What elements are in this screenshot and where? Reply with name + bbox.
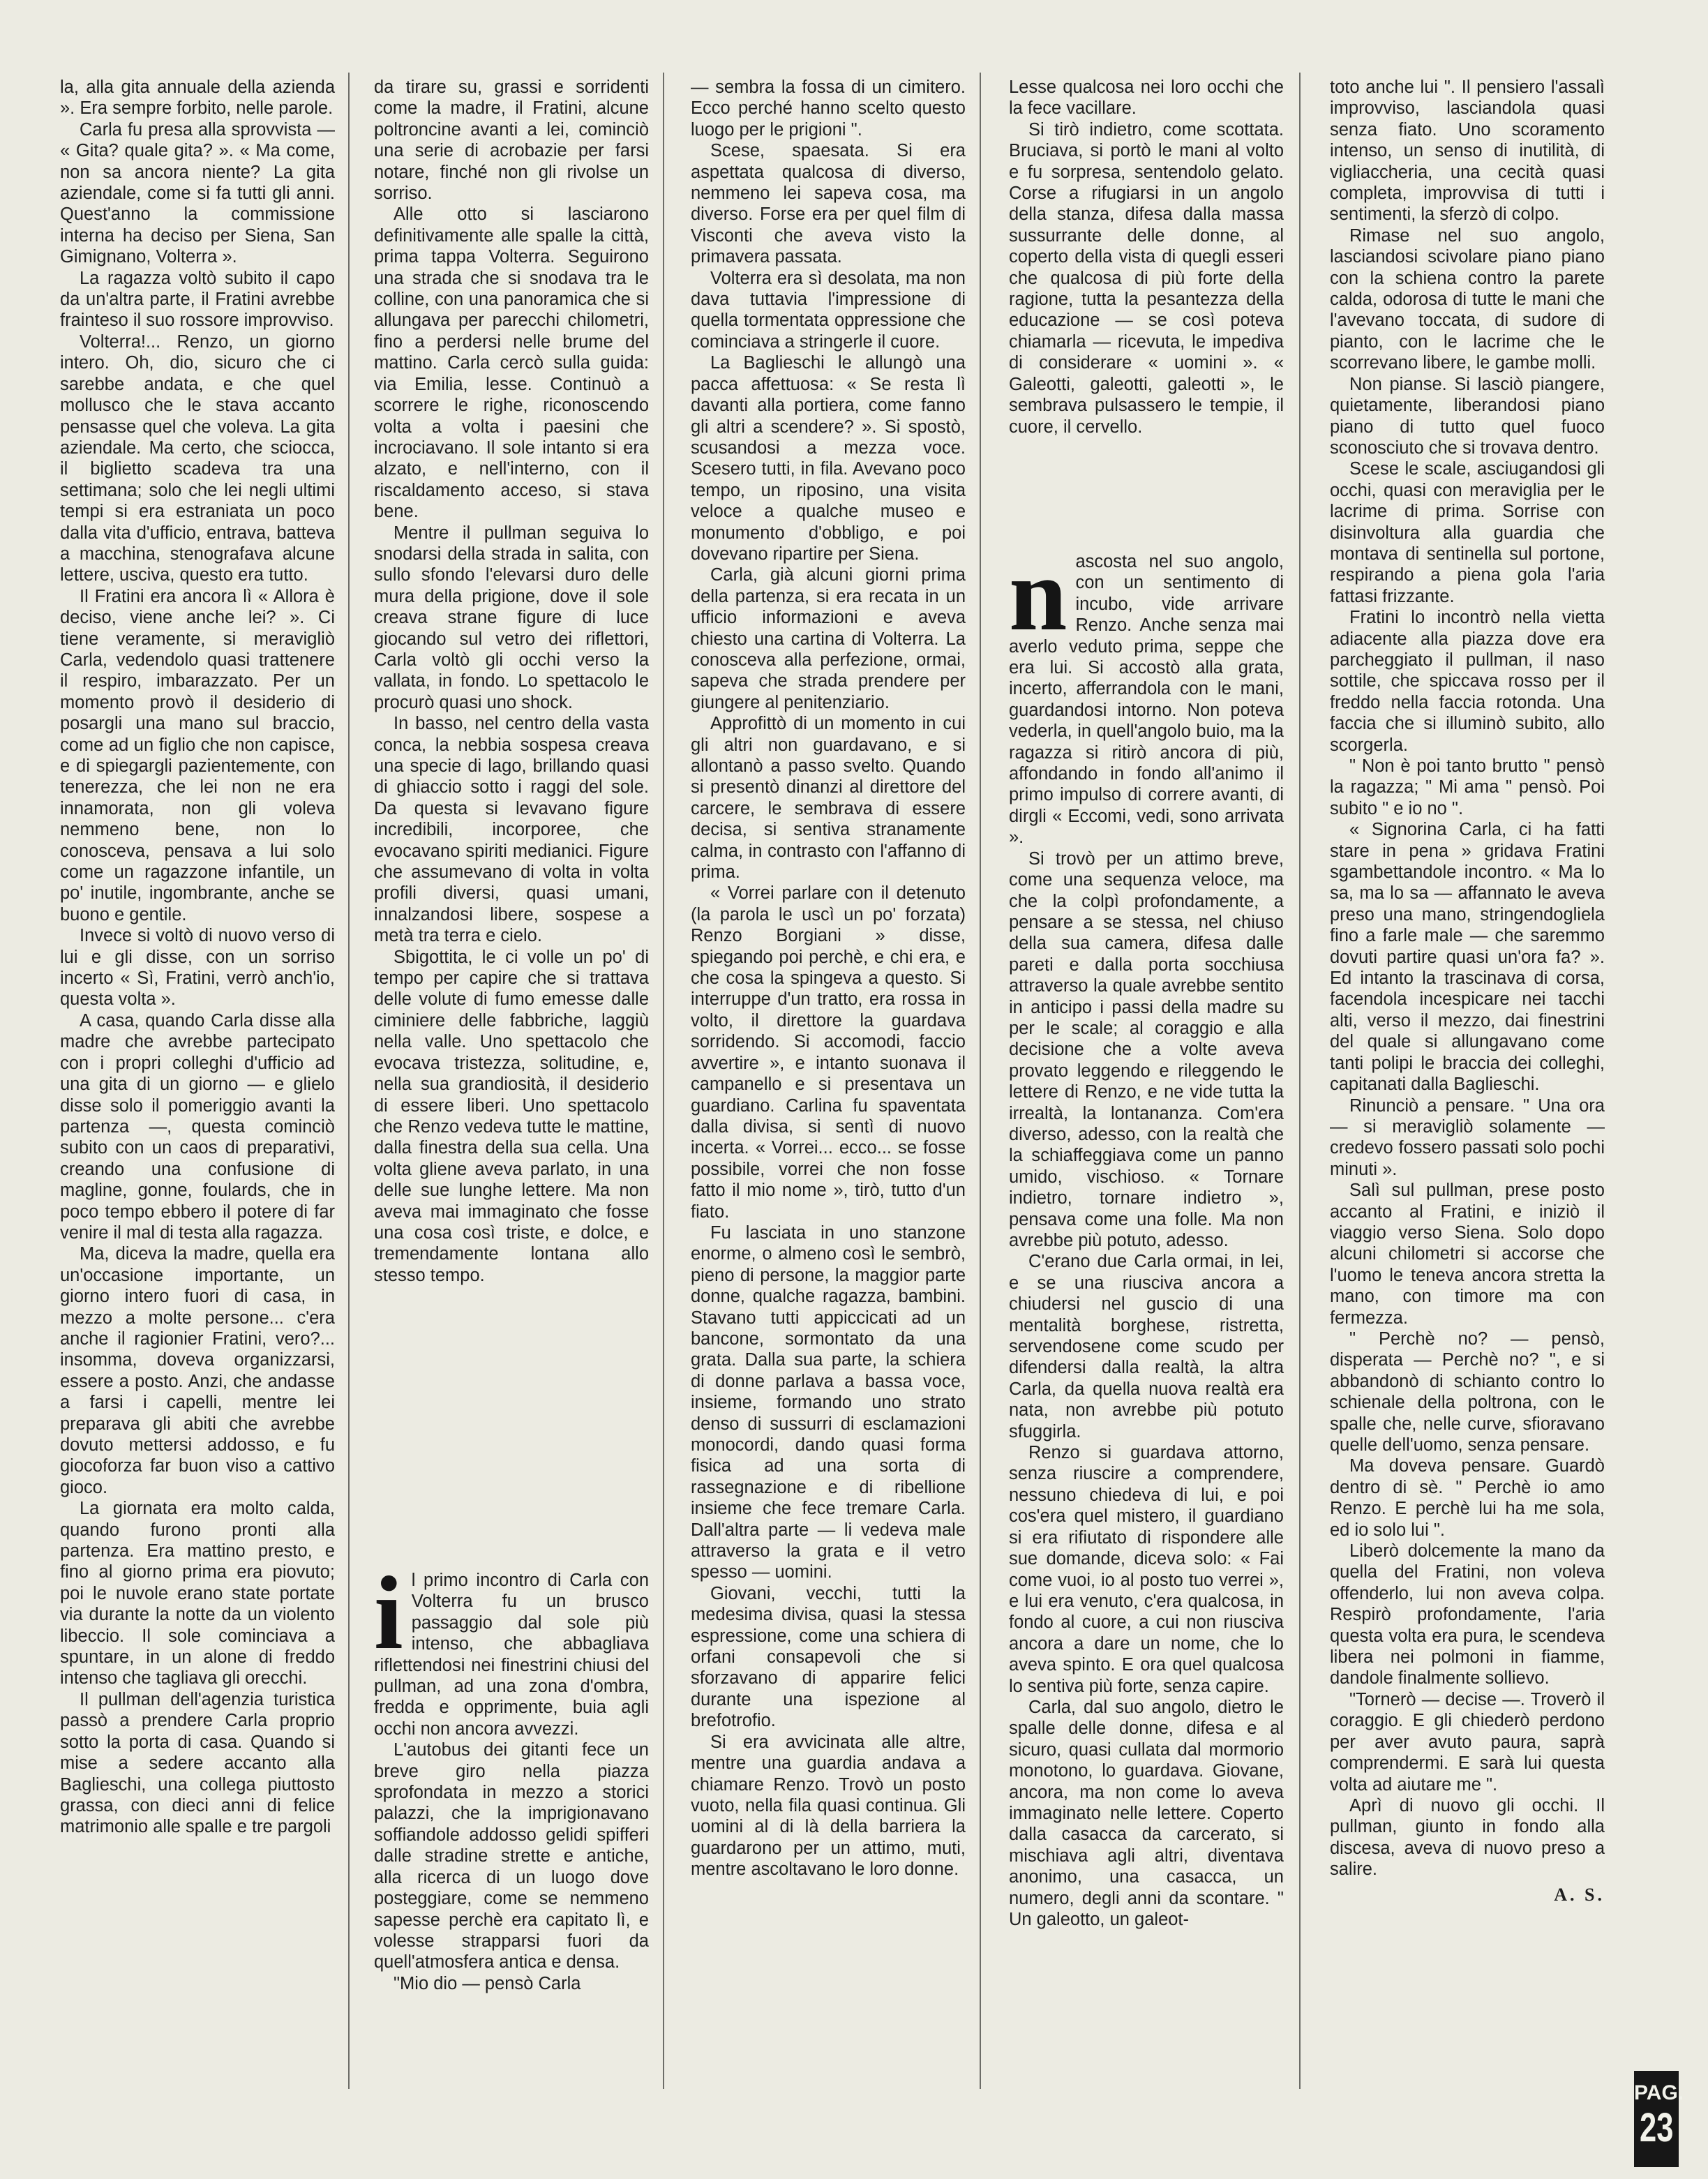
paragraph: Ma doveva pensare. Guardò dentro di sè. " Perchè io amo Renzo. E perchè lui ha me sola, ed io solo lui ". xyxy=(1330,1456,1605,1540)
paragraph: Sbigottita, le ci volle un po' di tempo per capire che si trattava delle volute di fumo emesse dalle ciminiere delle fabbriche, laggiù nella valle. Uno spettacolo che evocava tristezza, solitudine, e, nella sua grandiosità, il desiderio di essere liberi. Uno spettacolo che Renzo vedeva tutte le mattine, dalla finestra della sua cella. Una volta gliene aveva parlato, in una delle sue lunghe lettere. Ma non aveva mai immaginato che fosse una cosa così triste, e dolce, e tremendamente lontana allo stesso tempo. xyxy=(374,947,649,1285)
paragraph: In basso, nel centro della vasta conca, la nebbia sospesa creava una specie di lago, brillando quasi di ghiaccio sotto i raggi del sole. Da questa si levavano figure incredibili, incorporee, che evocavano spiriti medianici. Figure che assumevano di volta in volta profili diversi, quasi umani, innalzandosi libere, sospese a metà tra terra e cielo. xyxy=(374,714,649,946)
paragraph: Scese le scale, asciugandosi gli occhi, quasi con meraviglia per le lacrime di prima. Sorrise con disinvoltura alla guardia che montava di sentinella sul portone, respirando a piena gola l'aria fattasi frizzante. xyxy=(1330,459,1605,606)
page-label: PAG. xyxy=(1634,2081,1684,2104)
paragraph: — sembra la fossa di un cimitero. Ecco perché hanno scelto questo luogo per le prigioni ". xyxy=(691,77,966,140)
paragraph: A casa, quando Carla disse alla madre che avrebbe partecipato con i propri colleghi d'ufficio ad una gita di un giorno — e glielo disse solo il pomeriggio avanti la partenza —, questa cominciò subito con un caos di preparativi, creando una confusione di magline, gonne, foulards, che in poco tempo ebbero il potere di far venire il mal di testa alla ragazza. xyxy=(60,1010,335,1243)
column-5 xyxy=(1330,77,1605,1905)
paragraph: Scese, spaesata. Si era aspettata qualcosa di diverso, nemmeno lei sapeva cosa, ma diverso. Forse era per quel film di Visconti che aveva visto la primavera passata. xyxy=(691,141,966,267)
column-4 xyxy=(1009,77,1284,437)
paragraph: Non pianse. Si lasciò piangere, quietamente, liberandosi piano piano di tutto quel fuoco sconosciuto che si trovava dentro. xyxy=(1330,374,1605,458)
paragraph: toto anche lui ". Il pensiero l'assalì improvviso, lasciandola quasi senza fiato. Uno scoramento intenso, un senso di inutilità, di vigliaccheria, una cecità quasi completa, improvvisa di tutti i sentimenti, la sferzò di colpo. xyxy=(1330,77,1605,225)
column-2-section xyxy=(374,1555,649,1994)
paragraph: Il Fratini era ancora lì « Allora è deciso, viene anche lei? ». Ci tiene veramente, si meravigliò Carla, vedendolo quasi trattenere il respiro, imbarazzato. Per un momento provò il desiderio di posargli una mano sul braccio, come ad un figlio che non capisce, e di spiegargli pazientemente, con tenerezza, che lei non ne era innamorata, non gli voleva nemmeno bene, non lo conosceva, pensava a lui solo come un ragazzone infantile, un po' inutile, ingombrante, anche se buono e gentile. xyxy=(60,586,335,924)
paragraph: ascosta nel suo angolo, con un sentimento di incubo, vide arrivare Renzo. Anche senza mai averlo veduto prima, seppe che era lui. Si accostò alla grata, incerto, afferrandola con le mani, guardandosi intorno. Non poteva vederla, in quell'angolo buio, ma la ragazza si ritirò ancora di più, affondando in fondo all'animo il primo impulso di correre avanti, di dirgli « Eccomi, vedi, sono arrivata ». xyxy=(1009,552,1284,848)
paragraph: " Non è poi tanto brutto " pensò la ragazza; " Mi ama " pensò. Poi subito " e io no ". xyxy=(1330,756,1605,818)
drop-cap: i xyxy=(374,1555,403,1671)
paragraph: Liberò dolcemente la mano da quella del Fratini, non voleva offenderlo, lui non aveva colpa. Respirò profondamente, l'aria questa volta era pura, le scendeva libera nei polmoni in fiamme, dandole finalmente sollievo. xyxy=(1330,1541,1605,1688)
paragraph: Salì sul pullman, prese posto accanto al Fratini, e iniziò il viaggio verso Siena. Solo dopo alcuni chilometri si accorse che l'uomo le teneva ancora stretta la mano, con timore ma con fermezza. xyxy=(1330,1181,1605,1328)
paragraph: Renzo si guardava attorno, senza riuscire a comprendere, nessuno chiedeva di lui, e poi cos'era quel mistero, il guardiano si era rifiutato di rispondere alle sue domande, diceva solo: « Fai come vuoi, io al posto tuo verrei », e lui era venuto, c'era qualcosa, in fondo al cuore, a cui non riusciva ancora a dare un nome, che lo aveva spinto. E ora quel qualcosa lo sentiva più forte, senza capire. xyxy=(1009,1443,1284,1696)
paragraph: " Perchè no? — pensò, disperata — Perchè no? ", e si abbandonò di schianto contro lo schienale della poltrona, con le spalle che, nelle curve, sfioravano quelle dell'uomo, senza pensare. xyxy=(1330,1328,1605,1455)
drop-cap: n xyxy=(1009,537,1068,652)
paragraph: La Baglieschi le allungò una pacca affettuosa: « Se resta lì davanti alla portiera, come fanno gli altri a scendere? ». Si spostò, scusandosi a mezza voce. Scesero tutti, in fila. Avevano poco tempo, un riposino, una visita veloce a qualche museo e monumento d'obbligo, e poi dovevano ripartire per Siena. xyxy=(691,353,966,564)
column-3 xyxy=(691,77,966,1880)
paragraph: la, alla gita annuale della azienda ». Era sempre forbito, nelle parole. xyxy=(60,77,335,119)
paragraph: « Vorrei parlare con il detenuto (la parola le uscì un po' forzata) Renzo Borgiani » disse, spiegando poi perchè, e chi era, e che cosa la spingeva a questo. Si interruppe d'un tratto, era rossa in volto, il direttore la guardava sorridendo. Si accomodi, faccio avvertire », e intanto suonava il campanello e si presentava un guardiano. Carlina fu spaventata dalla divisa, si sentì di nuovo incerta. « Vorrei... ecco... se fosse possibile, vorrei che non fosse fatto il mio nome », tirò, tutto d'un fiato. xyxy=(691,883,966,1222)
paragraph: L'autobus dei gitanti fece un breve giro nella piazza sprofondata in mezzo a storici palazzi, che la imprigionavano soffiandole addosso gelidi spifferi dalle stradine strette e antiche, alla ricerca di un luogo dove posteggiare, come se nemmeno sapesse perchè era capitato lì, e volesse strapparsi fuori da quell'atmosfera antica e densa. xyxy=(374,1740,649,1972)
paragraph: Rinunciò a pensare. " Una ora — si meravigliò solamente — credevo fossero passati solo pochi minuti ». xyxy=(1330,1095,1605,1179)
paragraph: Approfittò di un momento in cui gli altri non guardavano, e si allontanò a passo svelto. Quando si presentò dinanzi al direttore del carcere, le sembrava di essere decisa, si sentiva stranamente calma, in contrasto con l'affanno di prima. xyxy=(691,714,966,883)
paragraph: Aprì di nuovo gli occhi. Il pullman, giunto in fondo alla discesa, aveva di nuovo preso a salire. xyxy=(1330,1795,1605,1880)
column-4-section xyxy=(1009,537,1284,1930)
paragraph: Si tirò indietro, come scottata. Bruciava, si portò le mani al volto e fu sorpresa, sentendolo gelato. Corse a rifugiarsi in un angolo della stanza, difesa dalla massa sussurrante delle donne, al coperto della vista di quegli esseri che qualcosa di più forte della ragione, tutta la pesantezza della educazione — se così poteva chiamarla — ricevuta, le impediva di considerare « uomini ». « Galeotti, galeotti, galeotti », le sembrava pulsassero le tempie, il cuore, il cervello. xyxy=(1009,119,1284,437)
paragraph: Giovani, vecchi, tutti la medesima divisa, quasi la stessa espressione, come una schiera di orfani consapevoli che si sforzavano di apparire felici durante una ispezione al brefotrofio. xyxy=(691,1583,966,1731)
paragraph: Si trovò per un attimo breve, come una sequenza veloce, ma che la colpì profondamente, a pensare a se stessa, nel chiuso della sua camera, difesa dalle pareti e dalla porta socchiusa attraverso la quale avrebbe sentito in anticipo i passi della madre su per le scale; al coraggio e alla decisione che a volte aveva provato leggendo e rileggendo le lettere di Renzo, e ne vide tutta la irrealtà, la lontananza. Com'era diverso, adesso, con la realtà che la schiaffeggiava come un panno umido, vischioso. « Tornare indietro, tornare indietro », pensava come una folle. Ma non avrebbe più potuto, adesso. xyxy=(1009,848,1284,1250)
page-number: 23 xyxy=(1640,2105,1674,2150)
paragraph: Carla fu presa alla sprovvista — « Gita? quale gita? ». « Ma come, non sa ancora niente? La gita aziendale, come si fa tutti gli anni. Quest'anno la commissione interna ha deciso per Siena, San Gimignano, Volterra ». xyxy=(60,119,335,267)
paragraph: Carla, già alcuni giorni prima della partenza, si era recata in un ufficio informazioni e aveva chiesto una cartina di Volterra. La conosceva alla perfezione, ormai, sapeva che strada prendere per giungere al penitenziario. xyxy=(691,565,966,712)
author-signature: A. S. xyxy=(1554,1884,1605,1905)
paragraph: Mentre il pullman seguiva lo snodarsi della strada in salita, con sullo sfondo l'elevarsi duro delle mura della prigione, dove il sole creava strane figure di luce giocando sul vetro dei riflettori, Carla voltò gli occhi verso la vallata, in fondo. Lo spettacolo le procurò quasi uno shock. xyxy=(374,523,649,712)
paragraph: Carla, dal suo angolo, dietro le spalle delle donne, difesa e al sicuro, quasi cullata dal mormorio monotono, lo guardava. Giovane, ancora, ma non come lo aveva immaginato nelle lettere. Coperto dalla casacca da carcerato, si mischiava agli altri, diventava anonimo, una casacca, un numero, degli anni da scontare. " Un galeotto, un galeot- xyxy=(1009,1697,1284,1929)
paragraph: Invece si voltò di nuovo verso di lui e gli disse, con un sorriso incerto « Sì, Fratini, verrò anch'io, questa volta ». xyxy=(60,926,335,1010)
column-divider xyxy=(663,73,664,2089)
paragraph: La giornata era molto calda, quando furono pronti alla partenza. Era mattino presto, e fino al giorno prima era piovuto; poi le nuvole erano state portate via durante la notte da un violento libeccio. Il sole cominciava a spuntare, in un alone di freddo intenso che tagliava gli orecchi. xyxy=(60,1499,335,1688)
page-number-box xyxy=(1634,2071,1684,2167)
paragraph: Volterra!... Renzo, un giorno intero. Oh, dio, sicuro che ci sarebbe andata, e che quel mollusco che le stava accanto pensasse quel che voleva. La gita aziendale. Ma certo, che sciocca, il biglietto scadeva tra una settimana; solo che lei negli ultimi tempi si era estraniata un poco dalla vita d'ufficio, entrava, batteva a macchina, stenografava alcune lettere, usciva, questo era tutto. xyxy=(60,331,335,585)
paragraph: Rimase nel suo angolo, lasciandosi scivolare piano piano con la schiena contro la parete calda, odorosa di tutte le mani che l'avevano toccata, di sudore di pianto, con le lacrime che le scorrevano libere, le gambe molli. xyxy=(1330,225,1605,373)
paragraph: « Signorina Carla, ci ha fatti stare in pena » gridava Fratini sgambettandole incontro. « Ma lo sa, ma lo sa — affannato le aveva preso una mano, stringendogliela fino a farle male — che saremmo dovuti partire quasi un'ora fa? ». Ed intanto la trascinava di corsa, facendola incespicare nei tacchi alti, verso il mezzo, dai finestrini del quale si allungavano come tanti polipi le braccia dei colleghi, capitanati dalla Baglieschi. xyxy=(1330,820,1605,1095)
paragraph: Fratini lo incontrò nella vietta adiacente alla piazza dove era parcheggiato il pullman, il naso sottile, che spiccava rosso per il freddo nella faccia rotonda. Una faccia che si illuminò subito, allo scorgerla. xyxy=(1330,608,1605,755)
paragraph: l primo incontro di Carla con Volterra fu un brusco passaggio dal sole più intenso, che abbagliava riflettendosi nei finestrini chiusi del pullman, ad una zona d'ombra, fredda e opprimente, buia agli occhi non ancora avvezzi. xyxy=(374,1571,649,1739)
column-2 xyxy=(374,77,649,1286)
paragraph: Fu lasciata in uno stanzone enorme, o almeno così le sembrò, pieno di persone, la maggior parte donne, qualche ragazza, bambini. Stavano tutti appiccicati ad un bancone, sormontato da una grata. Dalla sua parte, la schiera di donne parlava a bassa voce, insieme, formando uno strato denso di sussurri di esclamazioni monocordi, dando quasi forma fisica ad una sorta di rassegnazione e di ribellione insieme che fece tremare Carla. Dall'altra parte — li vedeva male attraverso la grata e il vetro spesso — uomini. xyxy=(691,1222,966,1582)
paragraph: "Tornerò — decise —. Troverò il coraggio. E gli chiederò perdono per aver avuto paura, saprà comprendermi. E sarà lui questa volta ad aiutare me ". xyxy=(1330,1689,1605,1795)
paragraph: Lesse qualcosa nei loro occhi che la fece vacillare. xyxy=(1009,77,1284,119)
paragraph: Ma, diceva la madre, quella era un'occasione importante, un giorno intero fuori di casa, in mezzo a molte persone... c'era anche il ragionier Fratini, vero?... insomma, doveva organizzarsi, essere a posto. Anzi, che andasse a farsi i capelli, mentre lei preparava gli abiti che avrebbe dovuto mettersi addosso, e fu giocoforza far buon viso a cattivo gioco. xyxy=(60,1244,335,1497)
column-divider xyxy=(348,73,350,2089)
paragraph: da tirare su, grassi e sorridenti come la madre, il Fratini, alcune poltroncine avanti a lei, cominciò una serie di acrobazie per farsi notare, finché non gli rivolse un sorriso. xyxy=(374,77,649,204)
paragraph: La ragazza voltò subito il capo da un'altra parte, il Fratini avrebbe frainteso il suo rossore improvviso. xyxy=(60,268,335,331)
paragraph: Alle otto si lasciarono definitivamente alle spalle la città, prima tappa Volterra. Seguirono una strada che si snodava tra le colline, con una panoramica che si allungava per parecchi chilometri, fino a perdersi nelle brume del mattino. Carla cercò sulla guida: via Emilia, lesse. Continuò a scorrere le righe, riconoscendo volta a volta i paesini che incrociavano. Il sole intanto si era alzato, e nell'interno, con il riscaldamento acceso, si stava bene. xyxy=(374,204,649,522)
column-1 xyxy=(60,77,335,1838)
paragraph: Volterra era sì desolata, ma non dava tuttavia l'impressione di quella tormentata oppressione che cominciava a stringerle il cuore. xyxy=(691,268,966,352)
paragraph: C'erano due Carla ormai, in lei, e se una riusciva ancora a chiudersi nel guscio di una mentalità borghese, ristretta, servendosene come scudo per difendersi dalla realtà, la altra Carla, da quella nuova realtà era nata, non avrebbe più potuto sfuggirla. xyxy=(1009,1252,1284,1442)
column-divider xyxy=(980,73,981,2089)
column-divider xyxy=(1299,73,1301,2089)
paragraph: "Mio dio — pensò Carla xyxy=(394,1973,581,1993)
paragraph: Il pullman dell'agenzia turistica passò a prendere Carla proprio sotto la porta di casa. Quando si mise a sedere accanto alla Baglieschi, una collega piuttosto grassa, con dieci anni di felice matrimonio alle spalle e tre pargoli xyxy=(60,1689,335,1837)
paragraph: Si era avvicinata alle altre, mentre una guardia andava a chiamare Renzo. Trovò un posto vuoto, nella fila quasi continua. Gli uomini al di là della barriera la guardarono per un attimo, muti, mentre ascoltavano le loro donne. xyxy=(691,1732,966,1880)
